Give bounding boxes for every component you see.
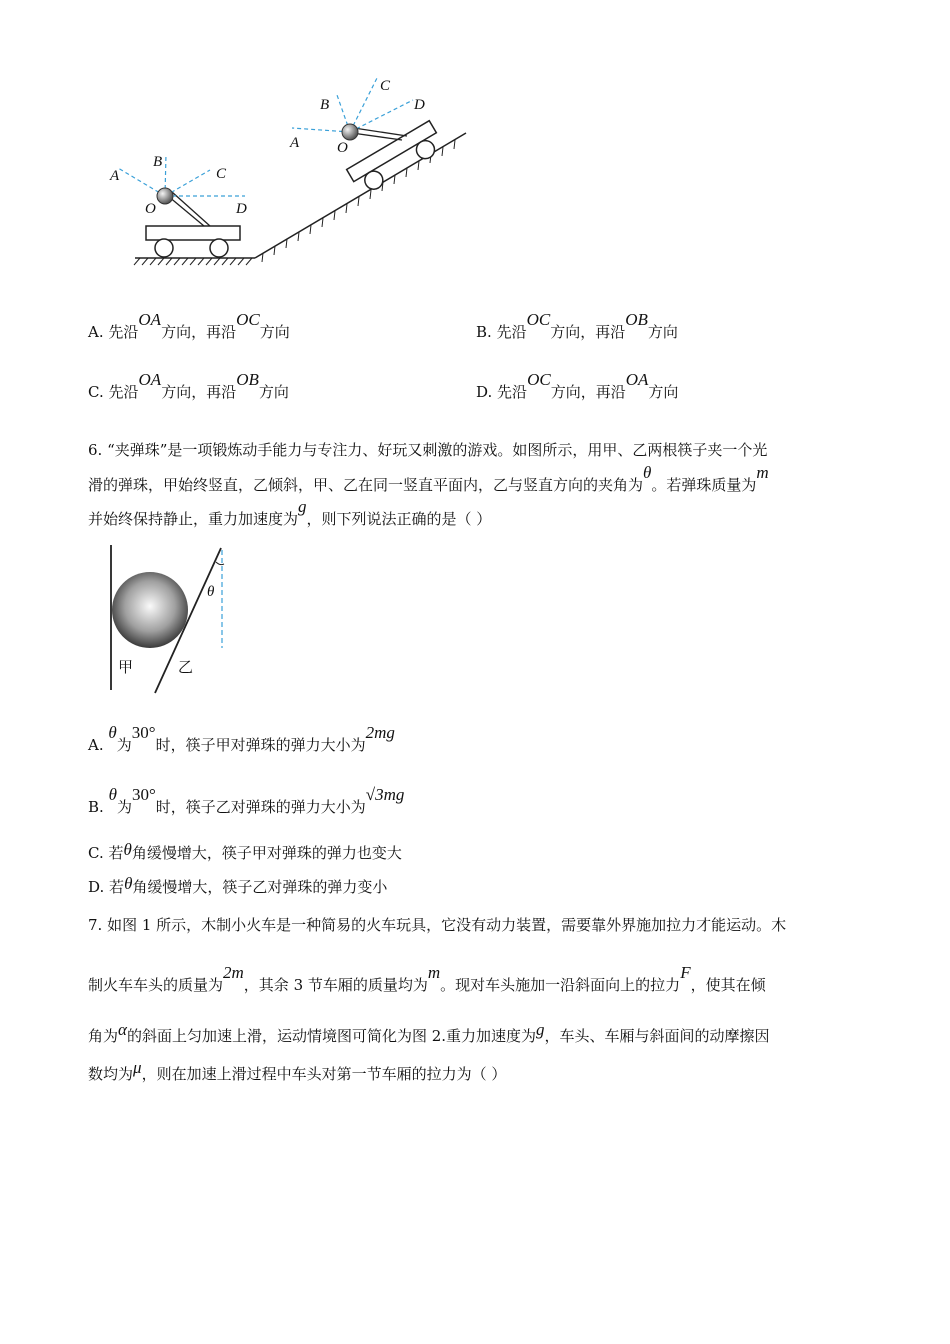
- marble: [112, 572, 188, 648]
- cart-incline-figure: [0, 0, 950, 290]
- q6-stem-line2: 滑的弹珠，甲始终竖直，乙倾斜，甲、乙在同一竖直平面内，乙与竖直方向的夹角为θ。若弹珠质量为m: [88, 463, 769, 494]
- left-label-O: O: [145, 201, 156, 217]
- q6-option-b[interactable]: B. θ为30°时，筷子乙对弹珠的弹力大小为√3mg: [88, 785, 405, 816]
- left-label-D: D: [236, 201, 247, 217]
- left-label-B: B: [153, 154, 163, 170]
- angle-arc: [216, 562, 224, 565]
- theta-label: θ: [207, 584, 215, 600]
- q5-option-c[interactable]: C. 先沿OA方向，再沿OB方向: [88, 370, 289, 401]
- right-label-A: A: [290, 135, 300, 151]
- q5-option-b[interactable]: B. 先沿OC方向，再沿OB方向: [476, 310, 678, 341]
- right-label-O: O: [337, 140, 348, 156]
- q5-option-a[interactable]: A. 先沿OA方向，再沿OC方向: [88, 310, 290, 341]
- q7-stem-line3: 角为α的斜面上匀加速上滑，运动情境图可简化为图 2.重力加速度为g，车头、车厢与斜面间的动摩擦因: [88, 1020, 770, 1045]
- q5-option-d[interactable]: D. 先沿OC方向，再沿OA方向: [476, 370, 679, 401]
- yi-label: 乙: [178, 660, 194, 676]
- jia-label: 甲: [118, 660, 134, 676]
- q6-option-c[interactable]: C. 若θ角缓慢增大，筷子甲对弹珠的弹力也变大: [88, 840, 402, 862]
- q7-stem-line4: 数均为μ，则在加速上滑过程中车头对第一节车厢的拉力为（ ）: [88, 1058, 507, 1083]
- left-label-C: C: [216, 166, 227, 182]
- q6-stem-line1: 6. “夹弹珠”是一项锻炼动手能力与专注力、好玩又刺激的游戏。如图所示，用甲、乙两根筷子夹一个光: [88, 441, 768, 459]
- ground-hatch: [134, 258, 252, 265]
- right-label-D: D: [414, 97, 425, 113]
- q6-option-a[interactable]: A. θ为30°时，筷子甲对弹珠的弹力大小为2mg: [88, 723, 395, 754]
- q6-stem-line3: 并始终保持静止，重力加速度为g，则下列说法正确的是（ ）: [88, 497, 492, 528]
- left-label-A: A: [110, 168, 120, 184]
- right-label-C: C: [380, 78, 391, 94]
- q7-stem-line1: 7. 如图 1 所示，木制小火车是一种简易的火车玩具，它没有动力装置，需要靠外界施加拉力才能运动。木: [88, 916, 787, 934]
- right-label-B: B: [320, 97, 330, 113]
- q6-option-d[interactable]: D. 若θ角缓慢增大，筷子乙对弹珠的弹力变小: [88, 874, 388, 896]
- q7-stem-line2: 制火车车头的质量为2m，其余 3 节车厢的质量均为m。现对车头施加一沿斜面向上的拉力F，使其在倾: [88, 963, 766, 994]
- chopstick-marble-figure: [100, 540, 240, 700]
